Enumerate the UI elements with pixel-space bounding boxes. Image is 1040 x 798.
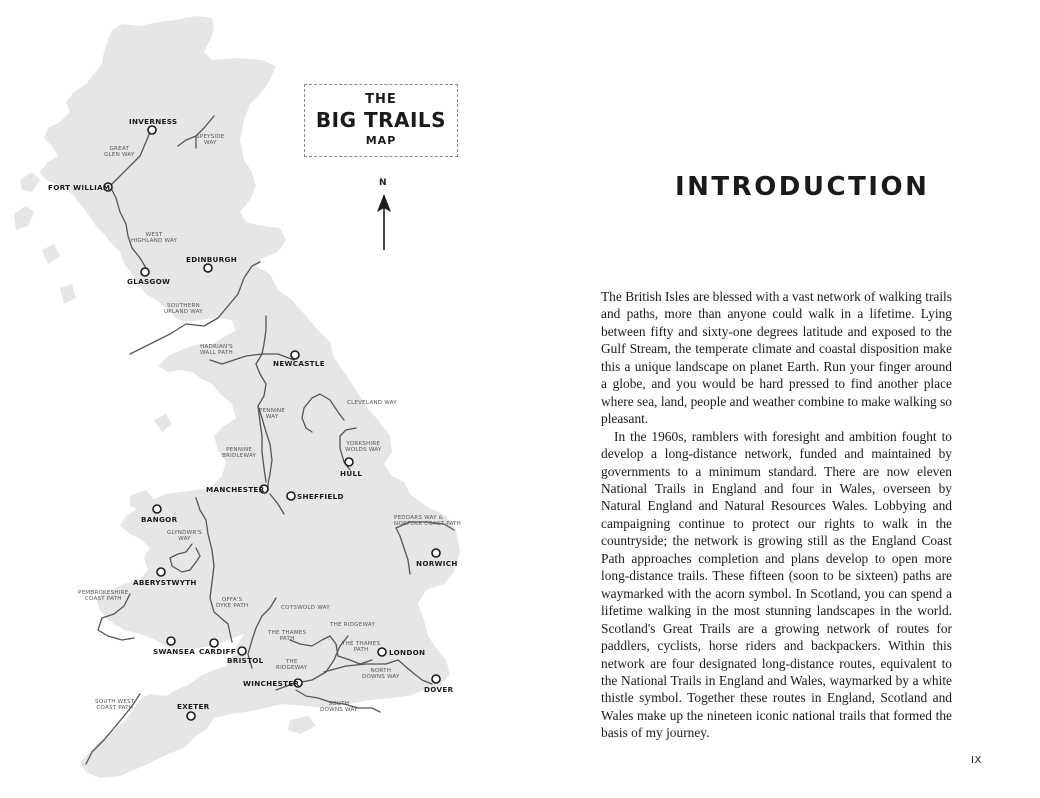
city-marker-cardiff <box>210 639 218 647</box>
trail-label-yorkshire-wolds-way: YORKSHIRE WOLDS WAY <box>345 441 382 454</box>
land-island-wight <box>288 716 316 734</box>
trail-label-southern-upland-way: SOUTHERN UPLAND WAY <box>164 303 203 316</box>
trail-label-peddars-way: PEDDARS WAY & NORFOLK COAST PATH <box>394 515 462 528</box>
city-marker-swansea <box>167 637 175 645</box>
city-label-aberystwyth: ABERYSTWYTH <box>133 578 197 587</box>
city-label-sheffield: SHEFFIELD <box>297 492 344 501</box>
city-label-glasgow: GLASGOW <box>127 277 171 286</box>
trail-label-south-west-coast-path: SOUTH WEST COAST PATH <box>95 699 135 712</box>
trail-label-offas-dyke-path: OFFA'S DYKE PATH <box>216 597 249 610</box>
city-marker-bristol <box>238 647 246 655</box>
city-marker-glasgow <box>141 268 149 276</box>
city-label-exeter: EXETER <box>177 702 210 711</box>
paragraph: The British Isles are blessed with a vast network of walking trails and paths, more than anyone could walk in a lifetime. Lying between fifty and sixty-one degrees latitude and exposed to the Gulf Stream, the temperate climate and coastal disposition make this a unique landscape on planet Earth. Run your finger around a globe, and you would be hard pressed to find another place where sea, land, people and weather combine to make walking so pleasant. <box>601 289 953 427</box>
city-label-norwich: NORWICH <box>416 559 458 568</box>
city-label-newcastle: NEWCASTLE <box>273 359 325 368</box>
north-label: N <box>379 178 387 188</box>
map-title-map: MAP <box>365 134 397 147</box>
land-island <box>20 172 40 192</box>
page-number: IX <box>971 755 982 766</box>
city-label-winchester: WINCHESTER <box>243 679 300 688</box>
city-label-fort-william: FORT WILLIAM <box>48 183 111 192</box>
trail-label-cleveland-way: CLEVELAND WAY <box>347 400 397 406</box>
trail-label-hadrians-wall-path: HADRIAN'S WALL PATH <box>200 344 233 357</box>
city-marker-edinburgh <box>204 264 212 272</box>
city-label-hull: HULL <box>340 469 363 478</box>
text-page <box>520 0 1040 798</box>
city-marker-bangor <box>153 505 161 513</box>
city-marker-exeter <box>187 712 195 720</box>
trail-label-west-highland-way: WEST HIGHLAND WAY <box>131 232 178 245</box>
trail-label-south-downs-way: SOUTH DOWNS WAY <box>320 701 358 714</box>
city-label-london: LONDON <box>389 648 426 657</box>
city-label-cardiff: CARDIFF <box>199 647 236 656</box>
land-island <box>14 206 34 230</box>
land-island <box>60 284 76 304</box>
city-label-inverness: INVERNESS <box>129 117 178 126</box>
map-title-box <box>304 84 458 157</box>
city-marker-hull <box>345 458 353 466</box>
trail-label-glyndwrs-way: GLYNDWR'S WAY <box>167 530 202 543</box>
trail-label-the-ridgeway-south: THE RIDGEWAY <box>276 659 308 672</box>
land-island <box>154 414 172 432</box>
trail-label-thames-path-east: THE THAMES PATH <box>342 641 381 654</box>
trail-label-thames-path-west: THE THAMES PATH <box>268 630 307 643</box>
city-label-dover: DOVER <box>424 685 454 694</box>
city-label-bristol: BRISTOL <box>227 656 264 665</box>
paragraph: In the 1960s, ramblers with foresight and ambition fought to develop a long-distance network, funded and maintained by governments to a minimum standard. There are now eleven National Trails in England and four in Wales, overseen by Natural England and Natural Resources Wales. Lobbying and campaigning continue to protect our rights to walk in the countryside; the network is growing still as the England Coast Path approaches completion and plans develop to open more long-distance trails. These fifteen (soon to be sixteen) paths are waymarked with the acorn symbol. In Scotland, you can spend a lifetime walking in the most stunning landscapes in the world. Scotland's Great Trails are a growing network of routes for paddlers, cyclists, horse riders and backpackers. Within this network are four designated long-distance routes, equivalent to the National Trails in England and Wales, waymarked by a white thistle symbol. Together these routes in England, Scotland and Wales make up the nineteen iconic national trails that formed the basis of my journey. <box>601 428 952 741</box>
trail-label-pennine-way: PENNINE WAY <box>259 408 286 421</box>
city-label-manchester: MANCHESTER <box>206 485 265 494</box>
page-title: INTRODUCTION <box>675 172 930 202</box>
trail-label-speyside-way: SPEYSIDE WAY <box>196 134 225 147</box>
city-label-edinburgh: EDINBURGH <box>186 255 238 264</box>
city-label-bangor: BANGOR <box>141 515 178 524</box>
map-title-main: BIG TRAILS <box>315 108 447 132</box>
city-label-swansea: SWANSEA <box>153 647 196 656</box>
trail-label-pembrokeshire-coast-path: PEMBROKESHIRE COAST PATH <box>78 590 129 603</box>
city-marker-sheffield <box>287 492 295 500</box>
trail-label-cotswold-way: COTSWOLD WAY <box>281 605 330 611</box>
land-island <box>42 244 60 264</box>
trail-label-the-ridgeway-north: THE RIDGEWAY <box>330 622 376 628</box>
city-marker-dover <box>432 675 440 683</box>
map-title-the: THE <box>365 92 397 107</box>
article-body <box>601 288 952 742</box>
city-marker-norwich <box>432 549 440 557</box>
trail-label-great-glen-way: GREAT GLEN WAY <box>104 146 135 159</box>
city-marker-inverness <box>148 126 156 134</box>
city-marker-aberystwyth <box>157 568 165 576</box>
trail-label-pennine-bridleway: PENNINE BRIDLEWAY <box>222 447 257 460</box>
trail-label-north-downs-way: NORTH DOWNS WAY <box>362 668 400 681</box>
city-marker-newcastle <box>291 351 299 359</box>
